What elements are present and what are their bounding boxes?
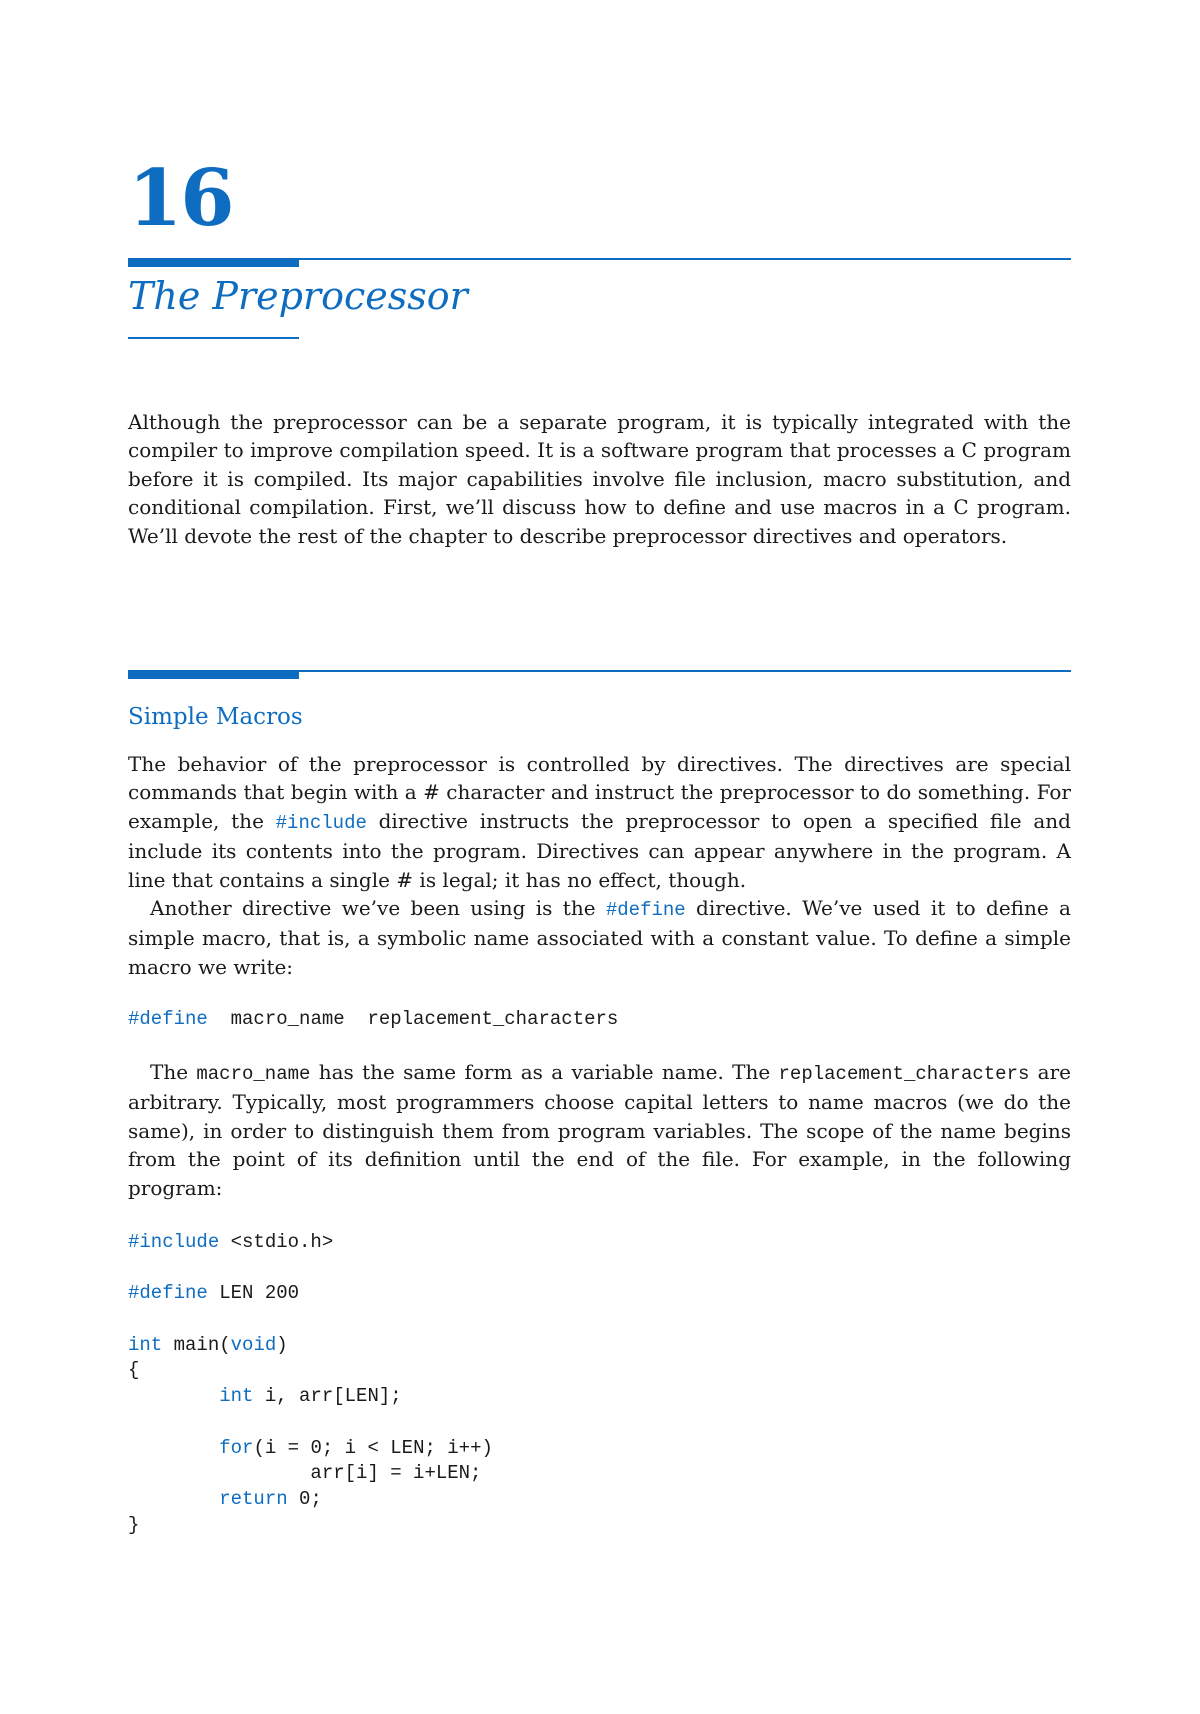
code-keyword: #include: [128, 1231, 220, 1253]
text-run: Another directive we’ve been using is the: [150, 896, 606, 921]
code-keyword: #define: [128, 1008, 208, 1030]
chapter-rule-thin: [299, 258, 1071, 260]
paragraph-directives: [128, 750, 1071, 894]
code-line-blank: [128, 1410, 493, 1436]
text-run: directive instructs the preprocessor to open a specified file and include its contents into the program. Directives can appear anywhere in the program. A line that contains a single # is legal; it has no effect, though.: [128, 808, 1071, 892]
chapter-number: 16: [128, 153, 233, 244]
code-keyword: for: [219, 1436, 254, 1459]
paragraph-macro-name: [128, 1058, 1071, 1202]
text-run: The: [150, 1060, 197, 1084]
code-text: 0;: [287, 1487, 322, 1510]
code-keyword: int: [219, 1385, 254, 1408]
code-text: main(: [162, 1333, 231, 1356]
code-listing: [128, 1230, 493, 1538]
inline-code-macro-name: macro_name: [196, 1063, 311, 1085]
intro-paragraph: Although the preprocessor can be a separate program, it is typically integrated with the compiler to improve compilation speed. It is a software program that processes a C program before it is compiled. Its major capabilities involve file inclusion, macro substitution, and conditional compilation. First, we’ll discuss how to define and use macros in a C program. We’ll devote the rest of the chapter to describe preprocessor directives and operators.: [128, 410, 1071, 548]
code-text: ): [276, 1333, 288, 1356]
code-indent: [128, 1437, 219, 1459]
section-title: Simple Macros: [128, 704, 303, 730]
code-text: macro_name replacement_characters: [207, 1008, 619, 1030]
code-line-blank: [128, 1256, 493, 1282]
code-keyword: int: [128, 1333, 163, 1356]
paragraph-define: [128, 894, 1071, 981]
code-indent: [128, 1488, 219, 1510]
code-keyword: #define: [128, 1282, 208, 1305]
section-body: [128, 750, 1071, 981]
code-line: [128, 1436, 493, 1462]
chapter-title: The Preprocessor: [128, 274, 468, 318]
text-run: The behavior of the preprocessor is controlled by directives. The directives are special commands that begin with a # character and instruct the preprocessor to do something. For example, the: [128, 752, 1071, 833]
code-line: {: [128, 1359, 140, 1382]
code-line: [128, 1230, 493, 1256]
code-line: [128, 1384, 493, 1410]
code-indent: [128, 1385, 219, 1407]
code-text: LEN 200: [207, 1282, 300, 1305]
code-keyword: return: [219, 1487, 288, 1510]
text-run: are arbitrary. Typically, most programmers choose capital letters to name macros (we do the same), in order to distinguish them from program variables. The scope of the name begins from the point of its definition until the end of the file. For example, in the following program:: [128, 1060, 1072, 1200]
code-line-blank: [128, 1307, 493, 1333]
code-text: i, arr[LEN];: [253, 1385, 402, 1408]
code-keyword: void: [230, 1333, 277, 1356]
inline-code-define: #define: [605, 899, 686, 922]
code-text: (i = 0; i < LEN; i++): [253, 1436, 493, 1459]
text-run: has the same form as a variable name. The: [310, 1060, 779, 1084]
inline-code-include: #include: [275, 811, 367, 834]
section-rule-thin: [299, 670, 1071, 672]
section-rule-thick: [128, 670, 299, 679]
code-line: [128, 1487, 493, 1513]
syntax-block: [128, 1007, 618, 1033]
code-line: [128, 1281, 493, 1307]
chapter-title-underline: [128, 337, 299, 339]
text-run: directive. We’ve used it to define a simple macro, that is, a symbolic name associated with a constant value. To define a simple macro we write:: [128, 896, 1071, 979]
code-line: }: [128, 1513, 140, 1536]
code-text: <stdio.h>: [219, 1231, 334, 1253]
code-line: arr[i] = i+LEN;: [128, 1462, 482, 1485]
inline-code-replacement: replacement_characters: [778, 1063, 1030, 1085]
code-line: [128, 1333, 493, 1359]
chapter-rule-thick: [128, 258, 299, 267]
